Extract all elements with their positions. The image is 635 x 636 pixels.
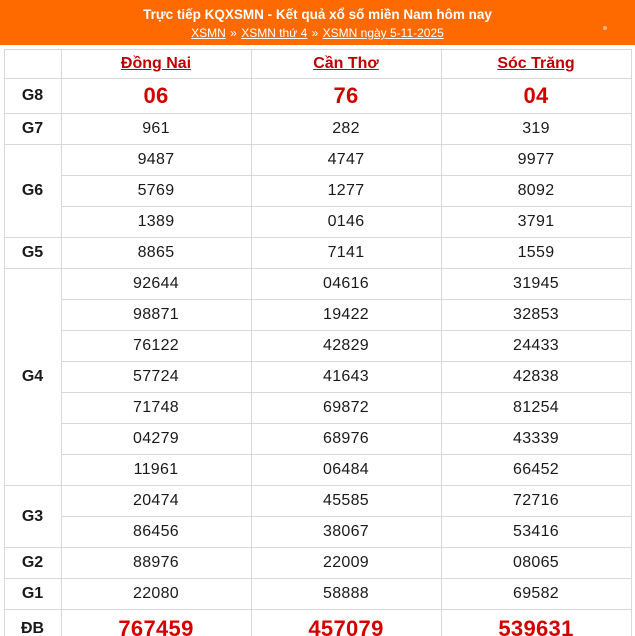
prize-label-g8: G8 xyxy=(4,79,61,114)
breadcrumb-item-3[interactable]: XSMN ngày 5-11-2025 xyxy=(322,26,444,40)
prize-number: 06484 xyxy=(251,455,441,486)
table-row xyxy=(4,548,631,579)
prize-number: 06 xyxy=(61,79,251,114)
table-row xyxy=(4,145,631,176)
prize-number: 69582 xyxy=(441,579,631,610)
prize-number: 42829 xyxy=(251,331,441,362)
prize-number: 88976 xyxy=(61,548,251,579)
prize-number: 57724 xyxy=(61,362,251,393)
prize-number: 282 xyxy=(251,114,441,145)
prize-label-đb: ĐB xyxy=(4,610,61,636)
prize-number: 961 xyxy=(61,114,251,145)
table-row xyxy=(4,331,631,362)
prize-number: 32853 xyxy=(441,300,631,331)
prize-number: 08065 xyxy=(441,548,631,579)
prize-number: 81254 xyxy=(441,393,631,424)
prize-number: 9977 xyxy=(441,145,631,176)
prize-number: 1277 xyxy=(251,176,441,207)
lottery-results-table xyxy=(4,49,632,636)
table-row xyxy=(4,269,631,300)
prize-number: 4747 xyxy=(251,145,441,176)
prize-number: 457079 xyxy=(251,610,441,636)
breadcrumb-separator-2: » xyxy=(311,26,319,40)
prize-number: 38067 xyxy=(251,517,441,548)
prize-number: 7141 xyxy=(251,238,441,269)
prize-label-g7: G7 xyxy=(4,114,61,145)
province-link-3[interactable]: Sóc Trăng xyxy=(497,55,575,72)
prize-number: 8092 xyxy=(441,176,631,207)
prize-number: 22009 xyxy=(251,548,441,579)
table-corner-cell xyxy=(4,50,61,79)
prize-label-g1: G1 xyxy=(4,579,61,610)
prize-number: 04616 xyxy=(251,269,441,300)
table-row xyxy=(4,393,631,424)
prize-number: 767459 xyxy=(61,610,251,636)
table-row xyxy=(4,114,631,145)
breadcrumb-item-1[interactable]: XSMN xyxy=(191,26,226,40)
prize-number: 98871 xyxy=(61,300,251,331)
table-body xyxy=(4,79,631,636)
prize-number: 19422 xyxy=(251,300,441,331)
page-header xyxy=(0,0,635,45)
table-row xyxy=(4,517,631,548)
page-title: Trực tiếp KQXSMN - Kết quả xổ số miền Nam hôm nay xyxy=(143,7,492,22)
province-link-2[interactable]: Cần Thơ xyxy=(313,55,379,72)
prize-number: 69872 xyxy=(251,393,441,424)
province-link-1[interactable]: Đồng Nai xyxy=(120,55,192,72)
table-header xyxy=(4,50,631,79)
table-row xyxy=(4,486,631,517)
prize-number: 8865 xyxy=(61,238,251,269)
prize-number: 04 xyxy=(441,79,631,114)
prize-number: 20474 xyxy=(61,486,251,517)
province-header-3 xyxy=(441,50,631,79)
prize-number: 66452 xyxy=(441,455,631,486)
prize-number: 92644 xyxy=(61,269,251,300)
prize-number: 11961 xyxy=(61,455,251,486)
table-row xyxy=(4,579,631,610)
prize-number: 24433 xyxy=(441,331,631,362)
prize-number: 42838 xyxy=(441,362,631,393)
prize-number: 31945 xyxy=(441,269,631,300)
prize-number: 1559 xyxy=(441,238,631,269)
province-header-2 xyxy=(251,50,441,79)
prize-number: 86456 xyxy=(61,517,251,548)
prize-number: 41643 xyxy=(251,362,441,393)
prize-label-g5: G5 xyxy=(4,238,61,269)
table-row xyxy=(4,362,631,393)
table-row xyxy=(4,238,631,269)
breadcrumb-separator-1: » xyxy=(230,26,237,40)
prize-number: 58888 xyxy=(251,579,441,610)
table-row xyxy=(4,424,631,455)
prize-number: 1389 xyxy=(61,207,251,238)
table-row xyxy=(4,610,631,636)
prize-label-g4: G4 xyxy=(4,269,61,486)
table-row xyxy=(4,176,631,207)
prize-number: 9487 xyxy=(61,145,251,176)
prize-number: 68976 xyxy=(251,424,441,455)
table-row xyxy=(4,455,631,486)
table-row xyxy=(4,300,631,331)
prize-number: 76122 xyxy=(61,331,251,362)
prize-number: 539631 xyxy=(441,610,631,636)
prize-number: 72716 xyxy=(441,486,631,517)
table-row xyxy=(4,207,631,238)
table-row xyxy=(4,79,631,114)
prize-label-g3: G3 xyxy=(4,486,61,548)
prize-number: 5769 xyxy=(61,176,251,207)
province-header-1 xyxy=(61,50,251,79)
prize-number: 76 xyxy=(251,79,441,114)
prize-label-g6: G6 xyxy=(4,145,61,238)
prize-number: 3791 xyxy=(441,207,631,238)
breadcrumb-item-2[interactable]: XSMN thứ 4 xyxy=(241,26,308,40)
prize-number: 45585 xyxy=(251,486,441,517)
prize-number: 04279 xyxy=(61,424,251,455)
prize-number: 0146 xyxy=(251,207,441,238)
prize-label-g2: G2 xyxy=(4,548,61,579)
prize-number: 53416 xyxy=(441,517,631,548)
prize-number: 71748 xyxy=(61,393,251,424)
prize-number: 43339 xyxy=(441,424,631,455)
breadcrumb xyxy=(0,25,635,41)
prize-number: 22080 xyxy=(61,579,251,610)
dot-icon xyxy=(603,26,607,30)
prize-number: 319 xyxy=(441,114,631,145)
